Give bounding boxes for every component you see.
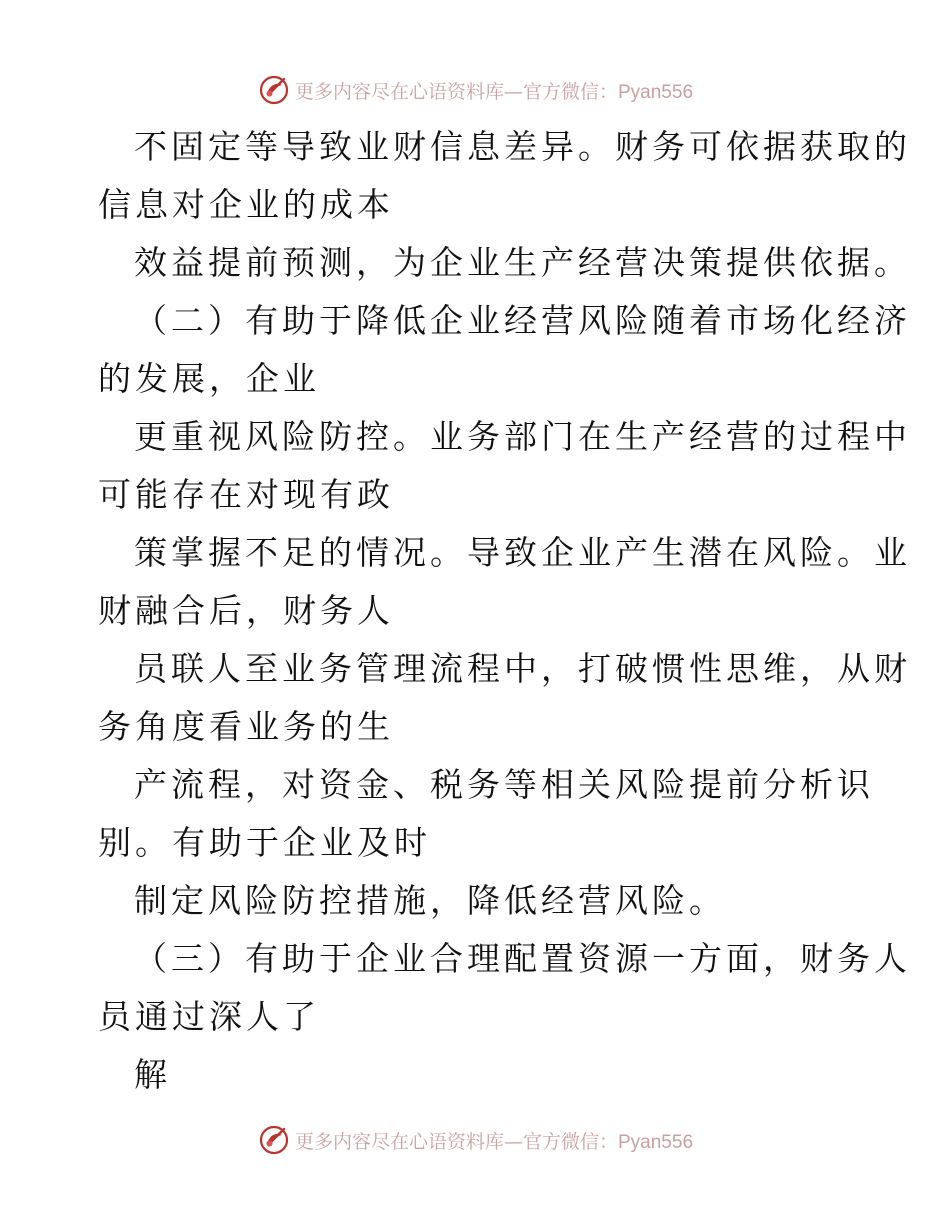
header-watermark	[0, 73, 950, 107]
body-text-line: 信息对企业的成本	[98, 185, 394, 224]
body-text-line: 更重视风险防控。业务部门在生产经营的过程中	[134, 417, 911, 456]
footer-watermark	[0, 1123, 950, 1157]
watermark-wechat-id: Pyan556	[618, 81, 694, 103]
document-body	[98, 118, 911, 1104]
rose-pen-logo-icon	[257, 1123, 291, 1157]
body-text-line: 别。有助于企业及时	[98, 823, 431, 862]
body-text-line: （三）有助于企业合理配置资源一方面，财务人	[134, 939, 911, 978]
body-text-line: 产流程，对资金、税务等相关风险提前分析识	[134, 765, 874, 804]
body-text-line: 员联人至业务管理流程中，打破惯性思维，从财	[134, 649, 911, 688]
body-text-line: 制定风险防控措施，降低经营风险。	[134, 881, 726, 920]
body-text-line: （二）有助于降低企业经营风险随着市场化经济	[134, 301, 911, 340]
body-text-line: 解	[134, 1055, 171, 1094]
body-text-line: 务角度看业务的生	[98, 707, 394, 746]
body-text-line: 不固定等导致业财信息差异。财务可依据获取的	[134, 127, 911, 166]
body-text-line: 策掌握不足的情况。导致企业产生潜在风险。业	[134, 533, 911, 572]
body-text-line: 可能存在对现有政	[98, 475, 394, 514]
body-text-line: 员通过深人了	[98, 997, 320, 1036]
watermark-text: 更多内容尽在心语资料库—官方微信：Pyan556	[294, 80, 694, 103]
watermark-text: 更多内容尽在心语资料库—官方微信：Pyan556	[294, 1130, 694, 1153]
body-text-line: 效益提前预测，为企业生产经营决策提供依据。	[134, 243, 911, 282]
body-text-line: 的发展，企业	[98, 359, 320, 398]
watermark-wechat-id: Pyan556	[618, 1131, 694, 1153]
body-text-line: 财融合后，财务人	[98, 591, 394, 630]
rose-pen-logo-icon	[257, 73, 291, 107]
